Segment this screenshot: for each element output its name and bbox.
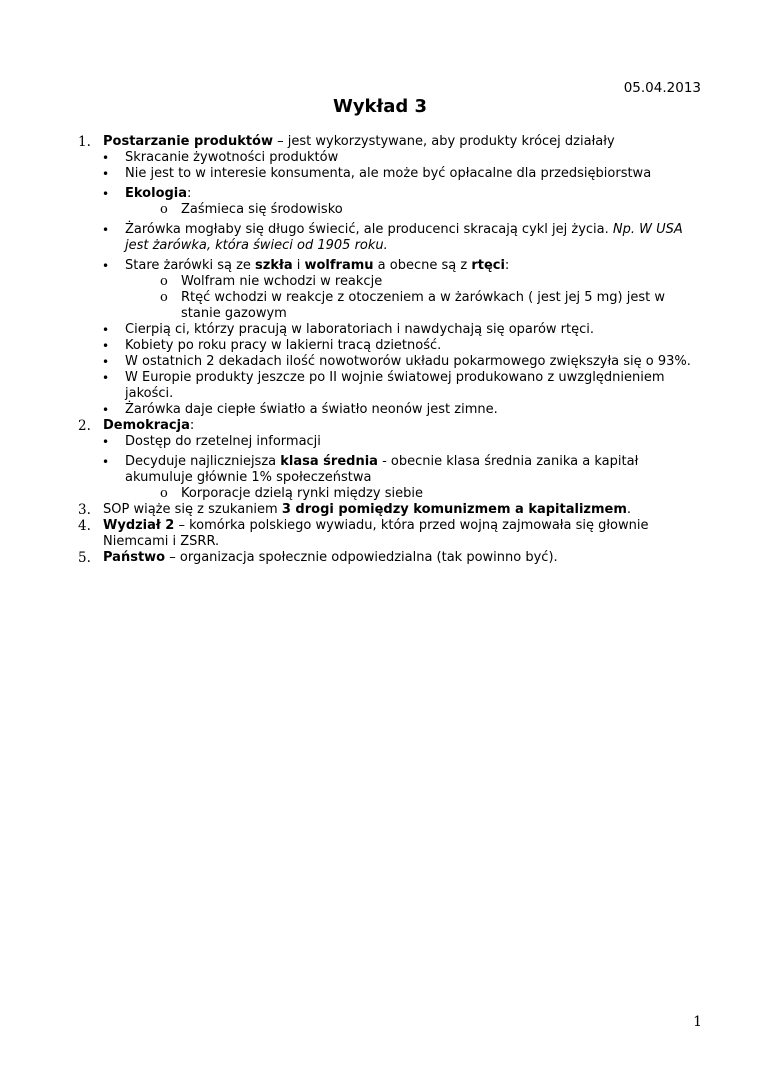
- bullet-heading: Ekologia: [125, 186, 188, 201]
- item-text: – organizacja społecznie odpowiedzialna (tak powinno być).: [165, 550, 558, 565]
- item-number: 1.: [78, 134, 91, 150]
- bullet-text: Nie jest to w interesie konsumenta, ale może być opłacalne dla przedsiębiorstwa: [125, 166, 652, 181]
- sub-marker: o: [160, 202, 168, 217]
- bullet-marker: •: [102, 455, 110, 469]
- item-heading: Wydział 2: [103, 518, 175, 533]
- item-number: 4.: [78, 518, 91, 534]
- bullet-text: a obecne są z: [373, 258, 472, 273]
- bullet-marker: •: [102, 403, 110, 417]
- sub-marker: o: [160, 274, 168, 289]
- bullet-text: :: [187, 186, 192, 201]
- bullet-item: [78, 354, 704, 370]
- bullet-item: [78, 258, 704, 274]
- item-text: – komórka polskiego wywiadu, która przed wojną zajmowała się głownie Niemcami i ZSRR.: [103, 518, 649, 549]
- bullet-item: [78, 434, 704, 450]
- bullet-text: Skracanie żywotności produktów: [125, 150, 339, 165]
- bullet-bold-text: wolframu: [304, 258, 374, 273]
- bullet-marker: •: [102, 355, 110, 369]
- bullet-text: - obecnie klasa średnia zanika a kapitał akumuluje głównie 1% społeczeństwa: [125, 454, 639, 485]
- item-number: 5.: [78, 550, 91, 566]
- bullet-text: Żarówka mogłaby się długo świecić, ale producenci skracają cykl jej życia.: [125, 222, 613, 237]
- list-item-5: [78, 550, 704, 566]
- bullet-item: [78, 222, 704, 254]
- bullet-bold-text: klasa średnia: [280, 454, 378, 469]
- bullet-item: [78, 186, 704, 202]
- bullet-text: i: [292, 258, 305, 273]
- item-text: SOP wiąże się z szukaniem: [103, 502, 282, 517]
- bullet-item: [78, 402, 704, 418]
- document-title: Wykład 3: [332, 96, 428, 117]
- item-heading: Państwo: [103, 550, 166, 565]
- sub-marker: o: [160, 290, 168, 305]
- bullet-text: W Europie produkty jeszcze po II wojnie światowej produkowano z uwzględnieniem jakości.: [125, 370, 665, 401]
- bullet-item: [78, 322, 704, 338]
- bullet-text: Żarówka daje ciepłe światło a światło neonów jest zimne.: [125, 402, 498, 417]
- bullet-marker: •: [102, 259, 110, 273]
- bullet-text: Kobiety po roku pracy w lakierni tracą dzietność.: [125, 338, 442, 353]
- sub-item: [78, 202, 704, 218]
- sub-item: [78, 274, 704, 290]
- bullet-marker: •: [102, 371, 110, 385]
- bullet-item: [78, 150, 704, 166]
- bullet-text: :: [504, 258, 510, 273]
- list-item-3: [78, 502, 704, 518]
- sub-text: Rtęć wchodzi w reakcje z otoczeniem a w żarówkach ( jest jej 5 mg) jest w stanie gazowym: [181, 290, 666, 321]
- lecture-content: [78, 134, 704, 566]
- list-item-4: [78, 518, 704, 550]
- bullet-text: W ostatnich 2 dekadach ilość nowotworów układu pokarmowego zwiększyła się o 93%.: [125, 354, 691, 369]
- item-text: – jest wykorzystywane, aby produkty krócej działały: [273, 134, 615, 149]
- list-item-2: [78, 418, 704, 434]
- bullet-text: Decyduje najliczniejsza: [125, 454, 281, 469]
- item-number: 3.: [78, 502, 91, 518]
- bullet-example: Np. W USA jest żarówka, która świeci od 1905 roku.: [125, 222, 683, 253]
- document-date: 05.04.2013: [623, 80, 701, 96]
- sub-item: [78, 486, 704, 502]
- bullet-marker: •: [102, 339, 110, 353]
- sub-marker: o: [160, 486, 168, 501]
- bullet-item: [78, 338, 704, 354]
- bullet-marker: •: [102, 167, 110, 181]
- bullet-text: Stare żarówki są ze: [125, 258, 256, 273]
- sub-text: Zaśmieca się środowisko: [181, 202, 343, 217]
- sub-text: Wolfram nie wchodzi w reakcje: [181, 274, 383, 289]
- bullet-bold-text: rtęci: [471, 258, 505, 273]
- item-heading: Postarzanie produktów: [103, 134, 273, 149]
- bullet-marker: •: [102, 223, 110, 237]
- sub-text: Korporacje dzielą rynki między siebie: [181, 486, 423, 501]
- bullet-marker: •: [102, 323, 110, 337]
- bullet-item: [78, 166, 704, 182]
- bullet-text: Cierpią ci, którzy pracują w laboratoriach i nawdychają się oparów rtęci.: [125, 322, 594, 337]
- item-bold-text: 3 drogi pomiędzy komunizmem a kapitalizmem: [281, 502, 627, 517]
- list-item-1: [78, 134, 704, 150]
- bullet-item: [78, 454, 704, 486]
- bullet-item: [78, 370, 704, 402]
- bullet-text: Dostęp do rzetelnej informacji: [125, 434, 321, 449]
- sub-item: [78, 290, 704, 322]
- bullet-marker: •: [102, 187, 110, 201]
- bullet-marker: •: [102, 435, 110, 449]
- bullet-bold-text: szkła: [255, 258, 293, 273]
- item-number: 2.: [78, 418, 91, 434]
- item-text: .: [626, 502, 632, 517]
- item-heading: Demokracja: [103, 418, 190, 433]
- item-text: :: [189, 418, 195, 433]
- bullet-marker: •: [102, 151, 110, 165]
- page-number: 1: [693, 1014, 702, 1030]
